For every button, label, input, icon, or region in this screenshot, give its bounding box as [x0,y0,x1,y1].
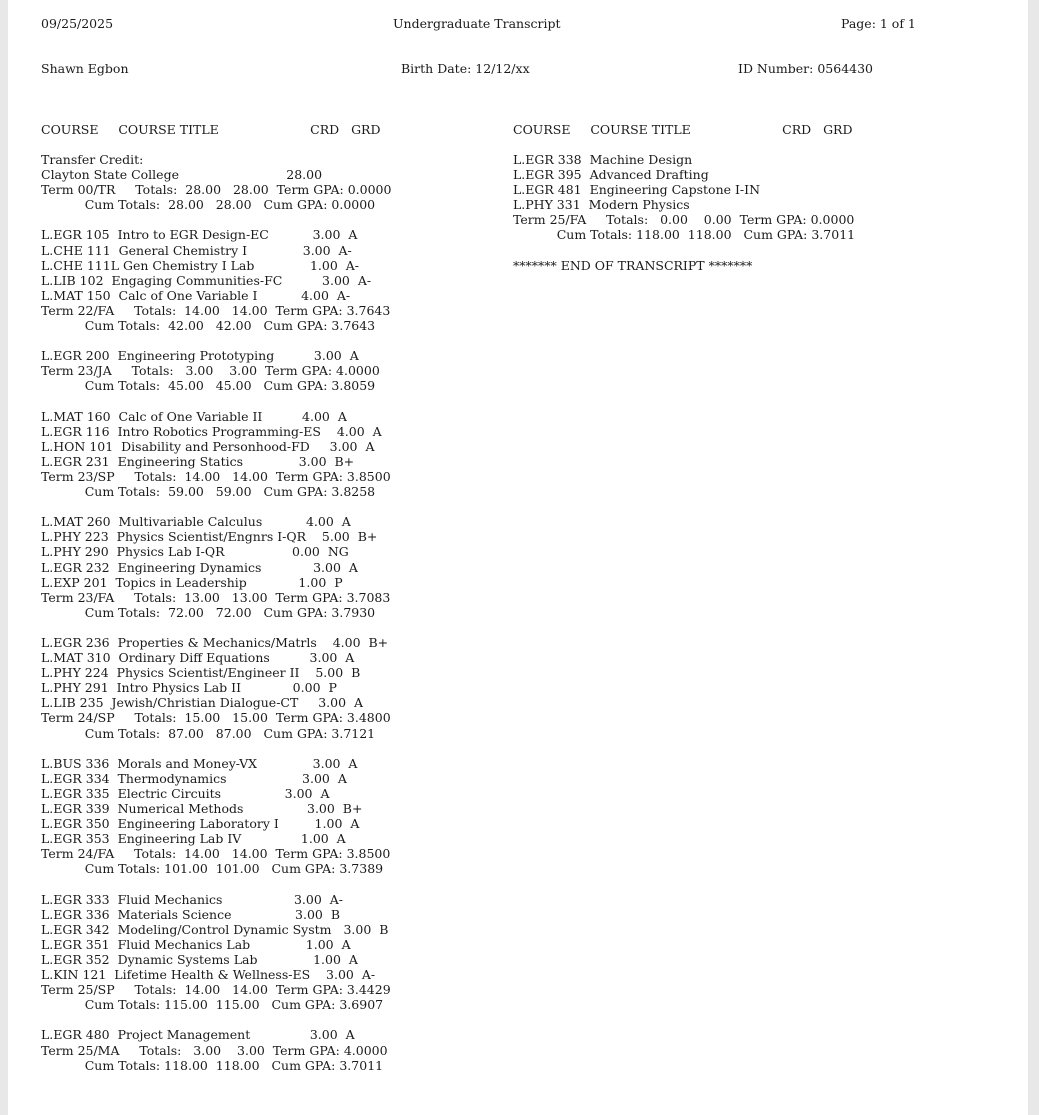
transcript-line: Cum Totals: 87.00 87.00 Cum GPA: 3.7121 [41,725,376,741]
transcript-line: L.EGR 342 Modeling/Control Dynamic Systm 3.00 B [41,921,389,937]
transcript-line: L.EGR 395 Advanced Drafting [513,167,709,183]
transcript-line: L.LIB 235 Jewish/Christian Dialogue-CT 3.00 A [41,695,364,711]
transcript-line: L.EGR 116 Intro Robotics Programming-ES 4.00 A [41,423,382,439]
transcript-line: L.EGR 480 Project Management 3.00 A [41,1027,355,1043]
transcript-line: L.MAT 160 Calc of One Variable II 4.00 A [41,408,347,424]
blank-line [41,741,391,756]
transcript-line: L.EGR 338 Machine Design [513,152,693,167]
transcript-line: L.EGR 232 Engineering Dynamics 3.00 A [41,559,358,575]
left-column-header: COURSE COURSE TITLE CRD GRD [41,122,381,137]
transcript-line: Cum Totals: 118.00 118.00 Cum GPA: 3.7011 [41,1057,384,1073]
transcript-line: L.BUS 336 Morals and Money-VX 3.00 A [41,755,358,771]
transcript-line: L.PHY 290 Physics Lab I-QR 0.00 NG [41,544,349,560]
transcript-line: L.PHY 291 Intro Physics Lab II 0.00 P [41,680,337,696]
blank-line [513,243,855,258]
transcript-line: Term 25/FA Totals: 0.00 0.00 Term GPA: 0.0000 [513,212,855,228]
blank-line [41,877,391,892]
id-number: ID Number: 0564430 [738,61,874,76]
print-date: 09/25/2025 [41,16,114,31]
transcript-line: L.MAT 310 Ordinary Diff Equations 3.00 A [41,650,355,666]
transcript-line: L.EGR 351 Fluid Mechanics Lab 1.00 A [41,936,351,952]
transcript-line: L.EGR 481 Engineering Capstone I-IN [513,182,761,198]
left-course-column [41,152,391,1073]
transcript-line: Cum Totals: 72.00 72.00 Cum GPA: 3.7930 [41,604,376,620]
right-course-column [513,152,855,273]
right-column-header: COURSE COURSE TITLE CRD GRD [513,122,853,137]
transcript-line: Clayton State College 28.00 [41,167,323,183]
page-number: Page: 1 of 1 [841,16,916,31]
transcript-line: L.EGR 236 Properties & Mechanics/Matrls 4.00 B+ [41,635,389,650]
transcript-line: L.EGR 353 Engineering Lab IV 1.00 A [41,831,346,847]
transcript-line: L.EGR 200 Engineering Prototyping 3.00 A [41,348,359,364]
transcript-line: Term 00/TR Totals: 28.00 28.00 Term GPA: 0.0000 [41,182,392,198]
birth-date: Birth Date: 12/12/xx [401,61,530,76]
transcript-line: L.EXP 201 Topics in Leadership 1.00 P [41,574,343,590]
transcript-line: L.CHE 111 General Chemistry I 3.00 A- [41,242,352,258]
transcript-line: Cum Totals: 59.00 59.00 Cum GPA: 3.8258 [41,484,376,500]
blank-line [41,212,391,227]
blank-line [41,1012,391,1027]
transcript-line: L.LIB 102 Engaging Communities-FC 3.00 A- [41,272,372,288]
transcript-line: Term 23/FA Totals: 13.00 13.00 Term GPA: 3.7083 [41,589,391,605]
transcript-line: ******* END OF TRANSCRIPT ******* [513,257,753,273]
blank-line [41,394,391,409]
transcript-line: L.EGR 339 Numerical Methods 3.00 B+ [41,801,363,817]
blank-line [41,333,391,348]
transcript-line: Term 22/FA Totals: 14.00 14.00 Term GPA: 3.7643 [41,302,391,318]
transcript-line: L.EGR 105 Intro to EGR Design-EC 3.00 A [41,227,358,243]
transcript-line: L.KIN 121 Lifetime Health & Wellness-ES 3.00 A- [41,967,376,983]
transcript-line: Transfer Credit: [41,152,144,167]
transcript-line: Term 24/FA Totals: 14.00 14.00 Term GPA: 3.8500 [41,846,391,862]
transcript-line: Cum Totals: 45.00 45.00 Cum GPA: 3.8059 [41,378,376,394]
transcript-line: L.EGR 352 Dynamic Systems Lab 1.00 A [41,951,358,967]
transcript-line: Term 23/SP Totals: 14.00 14.00 Term GPA: 3.8500 [41,468,391,484]
transcript-line: L.PHY 224 Physics Scientist/Engineer II 5.00 B [41,665,361,681]
transcript-line: L.EGR 231 Engineering Statics 3.00 B+ [41,453,355,469]
student-name: Shawn Egbon [41,61,129,76]
transcript-page [8,0,1028,1115]
transcript-line: L.HON 101 Disability and Personhood-FD 3.00 A [41,438,375,454]
transcript-line: L.PHY 331 Modern Physics [513,197,690,213]
transcript-line: Cum Totals: 28.00 28.00 Cum GPA: 0.0000 [41,197,376,213]
transcript-line: L.MAT 150 Calc of One Variable I 4.00 A- [41,287,351,303]
blank-line [41,620,391,635]
transcript-line: L.EGR 335 Electric Circuits 3.00 A [41,785,330,801]
transcript-line: Cum Totals: 42.00 42.00 Cum GPA: 3.7643 [41,318,376,334]
transcript-line: L.EGR 333 Fluid Mechanics 3.00 A- [41,891,343,907]
transcript-line: L.EGR 336 Materials Science 3.00 B [41,906,341,922]
transcript-line: Term 23/JA Totals: 3.00 3.00 Term GPA: 4.0000 [41,363,380,379]
transcript-line: L.CHE 111L Gen Chemistry I Lab 1.00 A- [41,257,360,273]
transcript-line: L.PHY 223 Physics Scientist/Engnrs I-QR 5.00 B+ [41,529,378,545]
transcript-line: Cum Totals: 118.00 118.00 Cum GPA: 3.7011 [513,227,856,243]
transcript-line: Term 24/SP Totals: 15.00 15.00 Term GPA: 3.4800 [41,710,391,726]
transcript-line: Term 25/MA Totals: 3.00 3.00 Term GPA: 4.0000 [41,1042,388,1058]
transcript-line: L.MAT 260 Multivariable Calculus 4.00 A [41,514,351,530]
transcript-line: Cum Totals: 101.00 101.00 Cum GPA: 3.7389 [41,861,384,877]
blank-line [41,499,391,514]
transcript-line: Term 25/SP Totals: 14.00 14.00 Term GPA: 3.4429 [41,982,391,998]
transcript-line: L.EGR 334 Thermodynamics 3.00 A [41,770,347,786]
document-title: Undergraduate Transcript [393,16,561,31]
transcript-line: L.EGR 350 Engineering Laboratory I 1.00 A [41,816,360,832]
transcript-line: Cum Totals: 115.00 115.00 Cum GPA: 3.6907 [41,997,384,1013]
